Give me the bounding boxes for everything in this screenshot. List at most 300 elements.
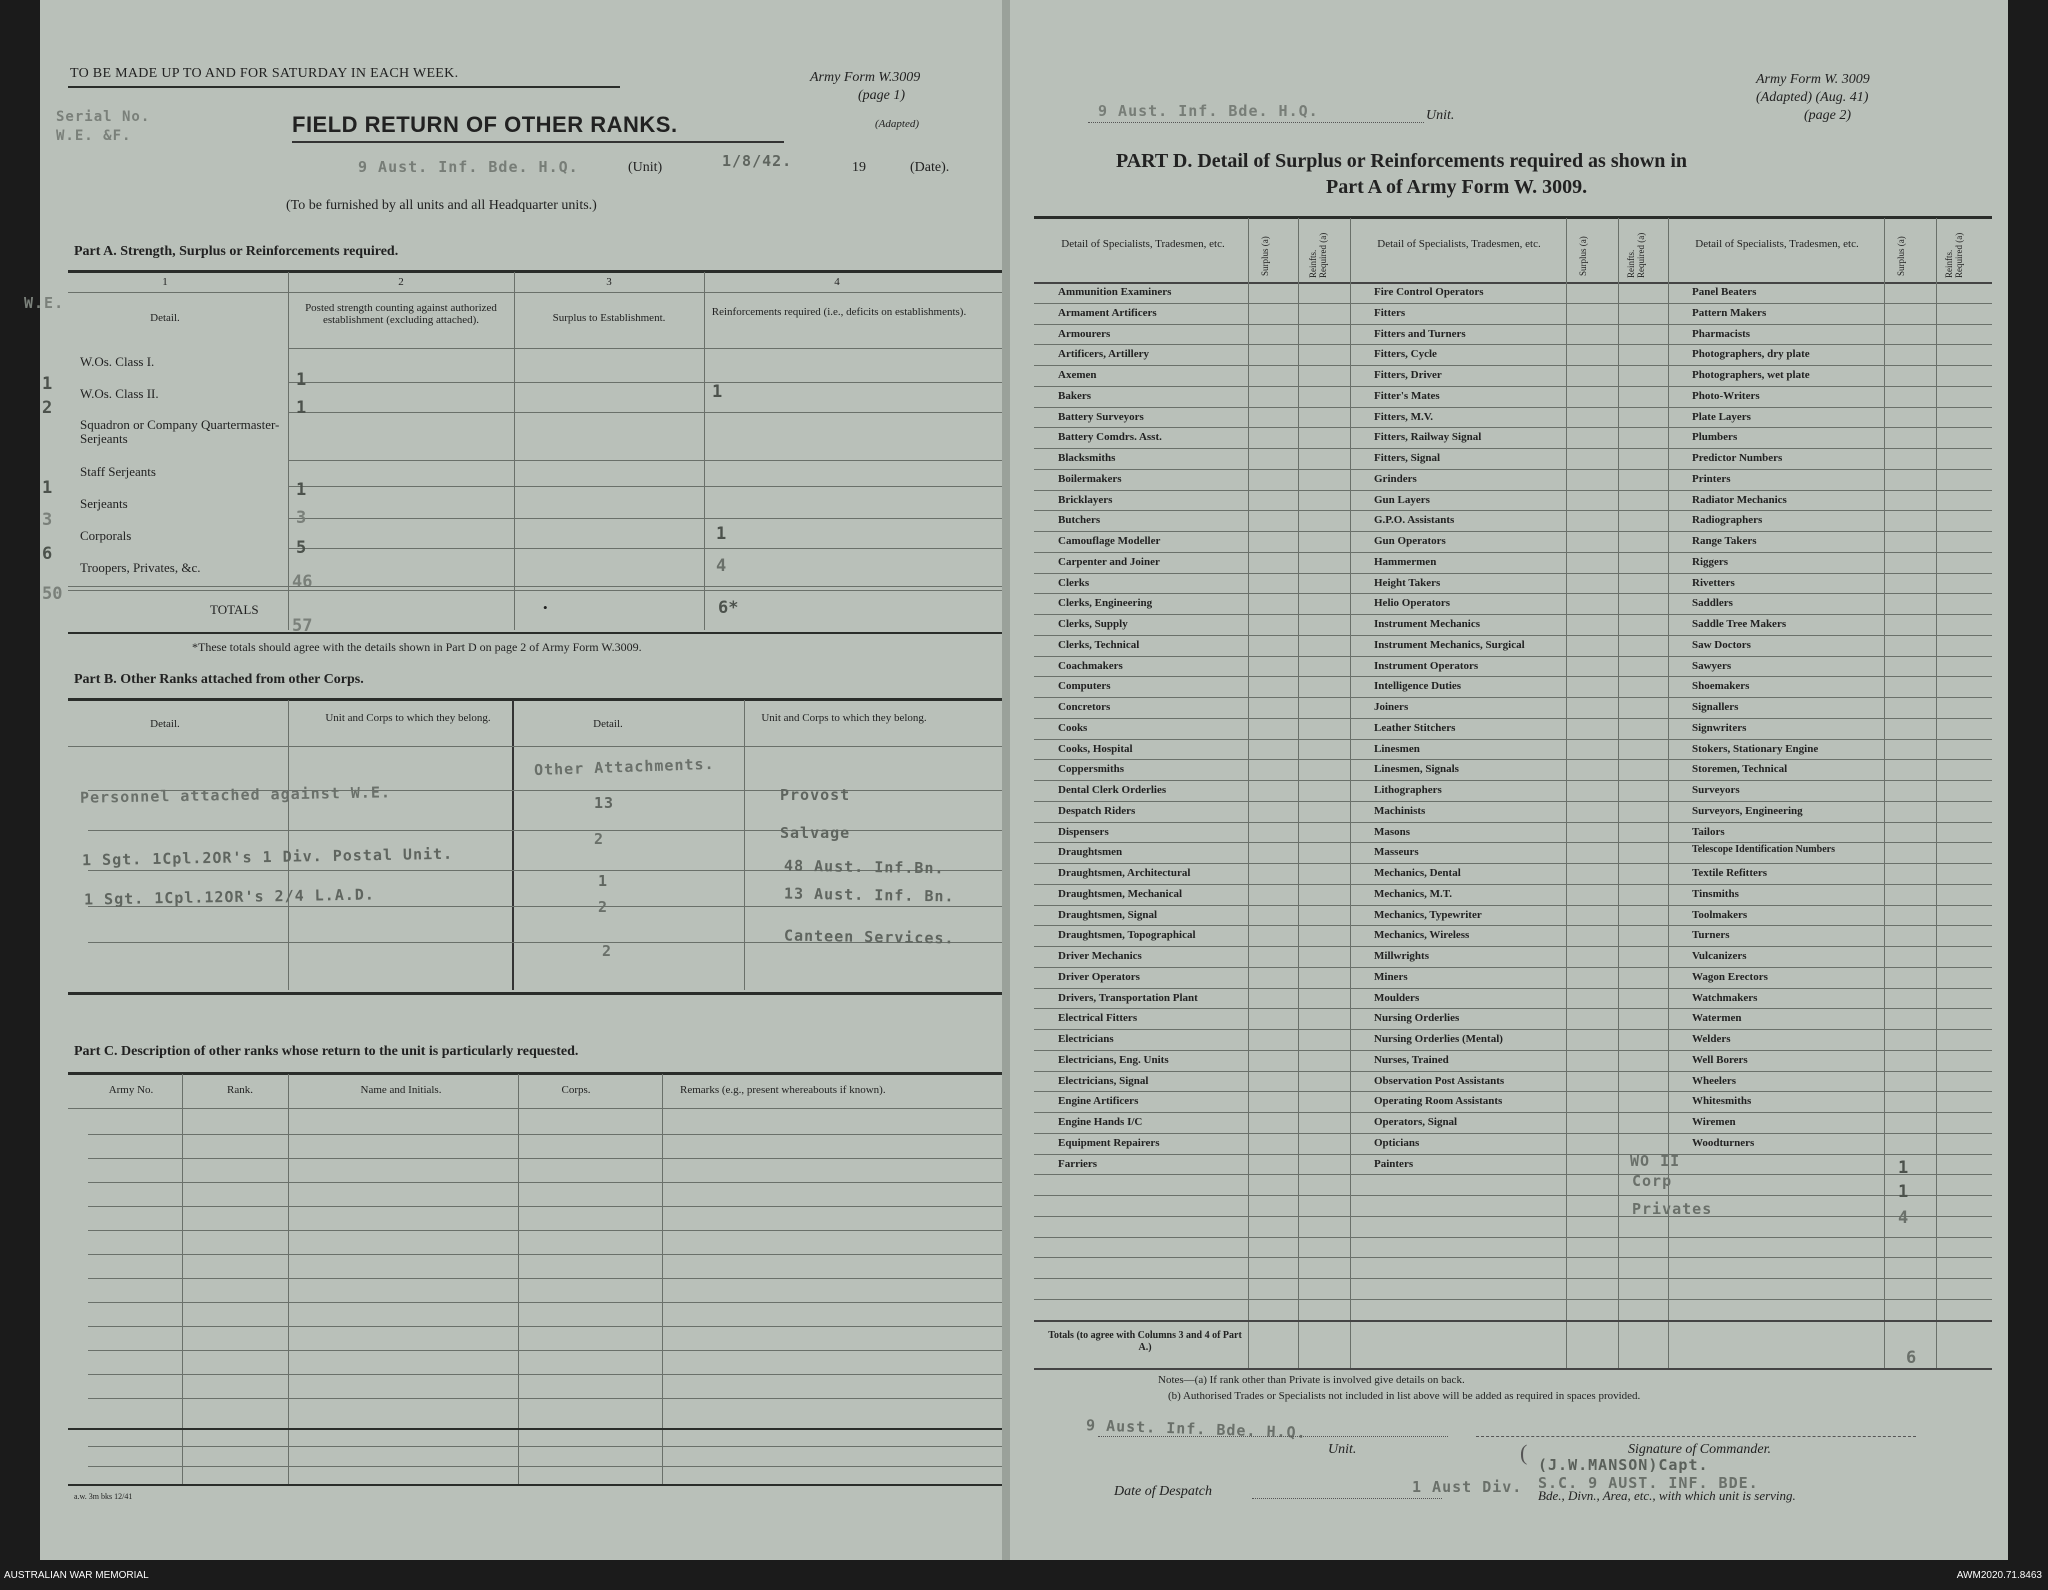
bde-label: Bde., Divn., Area, etc., with which unit is serving. xyxy=(1538,1488,1796,1503)
part-c-vline xyxy=(662,1074,663,1486)
trade-label: Painters xyxy=(1374,1157,1414,1170)
trade-label: Concretors xyxy=(1058,701,1111,713)
part-d-row-rule xyxy=(1034,469,1992,470)
part-a-colnum-3: 3 xyxy=(606,276,612,288)
totals-reinf: 6* xyxy=(718,598,739,618)
trade-label: Leather Stitchers xyxy=(1374,721,1456,734)
part-d-row-rule xyxy=(1034,386,1992,387)
part-b-typed-detail-1: Other Attachments. xyxy=(533,754,715,780)
part-c-vline xyxy=(288,1074,289,1486)
typed-reinf-3: 4 xyxy=(1898,1208,1909,1228)
row-reinf: 1 xyxy=(712,382,723,402)
part-c-header-remarks: Remarks (e.g., present whereabouts if known). xyxy=(680,1084,886,1096)
trade-label: Helio Operators xyxy=(1374,597,1451,610)
part-d-row-rule xyxy=(1034,1008,1992,1009)
trade-label: Equipment Repairers xyxy=(1058,1136,1160,1149)
sig-commander-label: Signature of Commander. xyxy=(1628,1442,1771,1457)
part-a-bottom-rule xyxy=(68,632,1008,634)
part-d-bottom-rule xyxy=(1034,1368,1992,1370)
part-c-row-rule xyxy=(88,1182,1008,1183)
row-rule xyxy=(288,548,1008,549)
trade-label: Printers xyxy=(1692,472,1731,485)
unit-label: (Unit) xyxy=(628,160,663,175)
trade-label: Saddle Tree Makers xyxy=(1692,618,1787,630)
part-d-row-rule xyxy=(1034,407,1992,408)
trade-label: Signallers xyxy=(1692,701,1739,713)
part-b-header-detail-2: Detail. xyxy=(593,718,623,730)
trade-label: Plumbers xyxy=(1692,431,1738,444)
part-c-row-rule xyxy=(88,1398,1008,1399)
trade-label: Shoemakers xyxy=(1692,680,1750,693)
part-d-row-rule xyxy=(1034,552,1992,553)
trade-label: Gun Operators xyxy=(1374,535,1446,547)
trade-label: Armament Artificers xyxy=(1058,306,1157,319)
part-d-row-rule xyxy=(1034,842,1992,843)
part-b-rule xyxy=(88,906,1008,907)
part-c-header-corps: Corps. xyxy=(561,1084,591,1096)
trade-label: Well Borers xyxy=(1692,1053,1748,1066)
trade-label: Cooks, Hospital xyxy=(1058,742,1133,755)
row-posted: 1 xyxy=(296,480,307,500)
part-c-row-rule xyxy=(88,1134,1008,1135)
part-c-header-name: Name and Initials. xyxy=(360,1084,442,1096)
trade-label: Fitters, M.V. xyxy=(1374,410,1434,423)
part-d-row-rule xyxy=(1034,884,1992,885)
row-rule xyxy=(288,460,1008,461)
trade-label: Hammermen xyxy=(1374,555,1437,568)
totals-surplus: • xyxy=(543,600,548,615)
part-b-typed-unit-3: 48 Aust. Inf.Bn. xyxy=(783,856,945,878)
part-d-row-rule xyxy=(1034,905,1992,906)
row-we: 3 xyxy=(42,510,53,530)
row-detail: Squadron or Company Quartermaster-Serjeants xyxy=(80,417,280,446)
left-sheet xyxy=(24,0,1004,1560)
trade-label: Photographers, dry plate xyxy=(1692,348,1810,361)
unit-typed: 9 Aust. Inf. Bde. H.Q. xyxy=(358,158,579,176)
part-d-row-rule xyxy=(1034,988,1992,989)
part-a-header-surplus: Surplus to Establishment. xyxy=(552,312,666,324)
trade-label: Instrument Operators xyxy=(1374,659,1479,672)
part-c-top-rule xyxy=(68,1072,1008,1075)
trade-label: Clerks, Supply xyxy=(1058,618,1128,630)
trade-label: Stokers, Stationary Engine xyxy=(1692,742,1819,755)
row-rule xyxy=(288,518,1008,519)
row-detail: Troopers, Privates, &c. xyxy=(80,560,201,575)
trade-label: Wiremen xyxy=(1692,1116,1736,1128)
trade-label: Textile Refitters xyxy=(1692,867,1768,879)
part-d-row-rule xyxy=(1034,1216,1992,1217)
trade-label: Boilermakers xyxy=(1058,472,1122,485)
trade-label: Watchmakers xyxy=(1692,991,1758,1004)
trade-label: Clerks, Engineering xyxy=(1058,597,1153,610)
trade-label: Signwriters xyxy=(1692,721,1747,734)
part-b-header-unit-1: Unit and Corps to which they belong. xyxy=(325,712,491,724)
top-instruction-underline xyxy=(68,86,620,88)
trade-label: Ammunition Examiners xyxy=(1058,286,1172,298)
part-d-row-rule xyxy=(1034,1154,1992,1155)
trade-label: Armourers xyxy=(1058,327,1111,340)
part-b-top-rule xyxy=(68,698,1008,701)
part-c-vline xyxy=(518,1074,519,1486)
part-d-header-surplus-2: Surplus (a) xyxy=(1578,236,1588,276)
trade-label: Photo-Writers xyxy=(1692,389,1760,402)
part-b-rule xyxy=(88,830,1008,831)
part-d-row-rule xyxy=(1034,1112,1992,1113)
trade-label: Mechanics, Typewriter xyxy=(1374,908,1482,921)
trade-label: Woodturners xyxy=(1692,1136,1755,1149)
sig-name-typed: (J.W.MANSON)Capt. xyxy=(1538,1456,1709,1474)
part-d-row-rule xyxy=(1034,801,1992,802)
part-d-row-rule xyxy=(1034,1071,1992,1072)
part-a-colnum-rule xyxy=(68,292,1008,293)
trade-label: Grinders xyxy=(1374,472,1417,485)
trade-label: Nursing Orderlies (Mental) xyxy=(1374,1033,1503,1045)
trade-label: Mechanics, Wireless xyxy=(1374,929,1470,942)
part-d-header-reinf-3: Reinfts. Required (a) xyxy=(1944,232,1964,278)
part-d-row-rule xyxy=(1034,780,1992,781)
trade-label: Radiographers xyxy=(1692,514,1763,527)
part-c-row-rule xyxy=(88,1446,1008,1447)
trade-label: Nursing Orderlies xyxy=(1374,1012,1460,1025)
part-a-header-reinf: Reinforcements required (i.e., deficits on establishments). xyxy=(711,306,967,318)
trade-label: Linesmen, Signals xyxy=(1374,763,1459,776)
top-instruction: TO BE MADE UP TO AND FOR SATURDAY IN EACH WEEK. xyxy=(70,66,459,81)
trade-label: Miners xyxy=(1374,970,1408,983)
part-d-header-detail-1: Detail of Specialists, Tradesmen, etc. xyxy=(1061,238,1225,250)
trade-label: Gun Layers xyxy=(1374,493,1430,506)
trade-label: Rivetters xyxy=(1692,576,1735,589)
trade-label: Tailors xyxy=(1692,825,1725,838)
part-a-top-rule xyxy=(68,270,1008,273)
trade-label: Butchers xyxy=(1058,514,1101,527)
part-d-row-rule xyxy=(1034,531,1992,532)
part-d-totals-reinf: 6 xyxy=(1906,1348,1917,1368)
part-d-row-rule xyxy=(1034,863,1992,864)
trade-label: Range Takers xyxy=(1692,535,1757,547)
part-d-row-rule xyxy=(1034,676,1992,677)
part-d-row-rule xyxy=(1034,1174,1992,1175)
trade-label: Blacksmiths xyxy=(1058,452,1116,464)
trade-label: Fitters, Signal xyxy=(1374,452,1440,464)
trade-label: Fitter's Mates xyxy=(1374,389,1440,402)
date-typed: 1/8/42. xyxy=(722,152,793,170)
part-d-header-surplus-3: Surplus (a) xyxy=(1896,236,1906,276)
trade-label: Machinists xyxy=(1374,804,1426,817)
row-posted: 5 xyxy=(296,538,307,558)
note-a: Notes—(a) If rank other than Private is involved give details on back. xyxy=(1158,1374,1465,1386)
trade-label: Clerks xyxy=(1058,576,1090,589)
trade-label: Electricians, Signal xyxy=(1058,1074,1149,1087)
part-d-row-rule xyxy=(1034,1237,1992,1238)
trade-label: Fitters, Railway Signal xyxy=(1374,431,1482,444)
part-d-header-surplus-1: Surplus (a) xyxy=(1260,236,1270,276)
part-d-row-rule xyxy=(1034,593,1992,594)
part-d-row-rule xyxy=(1034,759,1992,760)
part-b-typed-left-1: Personnel attached against W.E. xyxy=(79,783,392,807)
part-d-row-rule xyxy=(1034,697,1992,698)
part-b-header-rule xyxy=(68,746,1008,747)
typed-rank-2: Corp xyxy=(1632,1172,1673,1190)
part-b-typed-detail-6: 2 xyxy=(602,942,613,960)
form-name: Army Form W.3009 xyxy=(810,70,921,85)
trade-label: Fitters, Cycle xyxy=(1374,348,1437,361)
row-detail: Corporals xyxy=(80,528,132,543)
row-reinf: 1 xyxy=(716,524,727,544)
trade-label: Draughtsmen, Architectural xyxy=(1058,867,1191,879)
trade-label: Draughtsmen, Mechanical xyxy=(1058,887,1183,900)
part-b-typed-left-3: 1 Sgt. 1Cpl.12OR's 2/4 L.A.D. xyxy=(83,885,376,909)
trade-label: Whitesmiths xyxy=(1692,1095,1752,1108)
trade-label: Panel Beaters xyxy=(1692,286,1757,298)
part-c-header-rank: Rank. xyxy=(227,1084,253,1096)
sig-title-typed: S.C. 9 AUST. INF. BDE. xyxy=(1538,1474,1759,1492)
row-we: 2 xyxy=(42,398,53,418)
part-c-row-rule xyxy=(88,1350,1008,1351)
part-d-totals-rule xyxy=(1034,1320,1992,1322)
row-we: 1 xyxy=(42,478,53,498)
trade-label: Draughtsmen xyxy=(1058,846,1123,859)
part-d-row-rule xyxy=(1034,303,1992,304)
part-a-vline xyxy=(704,272,705,630)
trade-label: Joiners xyxy=(1374,701,1409,713)
row-rule xyxy=(288,412,1008,413)
right-unit-line xyxy=(1088,122,1424,123)
part-c-header-rule xyxy=(68,1108,1008,1109)
totals-label: TOTALS xyxy=(210,602,259,617)
part-d-header-detail-2: Detail of Specialists, Tradesmen, etc. xyxy=(1377,238,1541,250)
part-b-typed-unit-2: Salvage xyxy=(780,824,851,842)
part-c-row-rule xyxy=(88,1230,1008,1231)
part-c-vline xyxy=(182,1074,183,1486)
despatch-label: Date of Despatch xyxy=(1114,1484,1212,1499)
trade-label: Computers xyxy=(1058,680,1111,693)
year-label: 19 xyxy=(852,160,866,175)
totals-we: 50 xyxy=(42,584,63,604)
part-b-vline xyxy=(744,700,745,990)
print-code: a.w. 3m bks 12/41 xyxy=(74,1492,133,1501)
trade-label: Artificers, Artillery xyxy=(1058,348,1150,361)
right-adapted: (Adapted) (Aug. 41) xyxy=(1756,90,1869,105)
page-title: FIELD RETURN OF OTHER RANKS. xyxy=(292,112,678,137)
totals-posted: 57 xyxy=(292,616,313,636)
trade-label: Masseurs xyxy=(1374,846,1419,859)
part-a-colnum-4: 4 xyxy=(834,276,840,288)
row-we: 6 xyxy=(42,544,53,564)
trade-label: Draughtsmen, Signal xyxy=(1058,908,1158,921)
trade-label: Carpenter and Joiner xyxy=(1058,555,1160,568)
part-a-header-posted: Posted strength counting against authorized establishment (excluding attached). xyxy=(305,302,497,326)
right-page-number: (page 2) xyxy=(1804,108,1852,123)
date-label: (Date). xyxy=(910,160,950,175)
part-d-row-rule xyxy=(1034,1299,1992,1300)
part-d-row-rule xyxy=(1034,344,1992,345)
part-d-row-rule xyxy=(1034,946,1992,947)
part-d-row-rule xyxy=(1034,718,1992,719)
sig-unit-typed: 9 Aust. Inf. Bde. H.Q. xyxy=(1085,1416,1307,1442)
part-c-bottom-rule xyxy=(68,1484,1008,1486)
part-d-row-rule xyxy=(1034,324,1992,325)
part-d-row-rule xyxy=(1034,1091,1992,1092)
part-a-vline xyxy=(514,272,515,630)
trade-label: Camouflage Modeller xyxy=(1058,535,1161,547)
part-d-row-rule xyxy=(1034,427,1992,428)
trade-label: Wagon Erectors xyxy=(1692,970,1768,983)
part-b-bottom-rule xyxy=(68,992,1008,995)
trade-label: Storemen, Technical xyxy=(1692,763,1788,776)
trade-label: Bakers xyxy=(1058,389,1091,402)
part-d-row-rule xyxy=(1034,925,1992,926)
part-b-vline xyxy=(288,700,289,990)
row-detail: Staff Serjeants xyxy=(80,464,156,479)
furnish-note: (To be furnished by all units and all Headquarter units.) xyxy=(286,198,597,213)
trade-label: Coachmakers xyxy=(1058,659,1123,672)
part-c-row-rule xyxy=(88,1466,1008,1467)
trade-label: Pharmacists xyxy=(1692,327,1751,340)
adapted-label: (Adapted) xyxy=(875,118,919,130)
trade-label: Cooks xyxy=(1058,721,1088,734)
trade-label: Moulders xyxy=(1374,991,1420,1004)
part-d-row-rule xyxy=(1034,635,1992,636)
trade-label: Wheelers xyxy=(1692,1074,1736,1087)
part-d-row-rule xyxy=(1034,1050,1992,1051)
typed-rank-3: Privates xyxy=(1632,1200,1713,1218)
trade-label: Saw Doctors xyxy=(1692,638,1751,651)
part-d-row-rule xyxy=(1034,656,1992,657)
right-unit-label: Unit. xyxy=(1426,108,1455,123)
part-c-row-rule xyxy=(88,1158,1008,1159)
part-d-row-rule xyxy=(1034,1195,1992,1196)
trade-label: Surveyors, Engineering xyxy=(1692,804,1803,817)
part-a-footnote: *These totals should agree with the details shown in Part D on page 2 of Army Form W.3009. xyxy=(192,640,642,654)
row-posted: 1 xyxy=(296,370,307,390)
trade-label: Despatch Riders xyxy=(1058,804,1136,817)
trade-label: G.P.O. Assistants xyxy=(1374,514,1455,527)
totals-rule-1 xyxy=(68,586,1008,587)
trade-label: Fitters and Turners xyxy=(1374,327,1466,340)
trade-label: Observation Post Assistants xyxy=(1374,1074,1505,1087)
part-b-typed-detail-3: 2 xyxy=(594,830,605,848)
sig-bracket-icon: ( xyxy=(1520,1440,1528,1465)
trade-label: Plate Layers xyxy=(1692,410,1751,423)
trade-label: Farriers xyxy=(1058,1157,1098,1170)
typed-reinf-1: 1 xyxy=(1898,1158,1909,1178)
part-a-vline xyxy=(288,272,289,630)
trade-label: Masons xyxy=(1374,825,1411,838)
trade-label: Electricians, Eng. Units xyxy=(1058,1053,1169,1066)
part-d-title-2: Part A of Army Form W. 3009. xyxy=(1326,176,1588,198)
part-b-header-unit-2: Unit and Corps to which they belong. xyxy=(761,712,927,724)
part-d-header-reinf-2: Reinfts. Required (a) xyxy=(1626,232,1646,278)
trade-label: Battery Surveyors xyxy=(1058,410,1144,423)
sig-unit-line xyxy=(1098,1436,1448,1437)
row-reinf: 4 xyxy=(716,556,727,576)
part-d-row-rule xyxy=(1034,490,1992,491)
trade-label: Coppersmiths xyxy=(1058,763,1125,776)
despatch-line xyxy=(1252,1498,1442,1499)
part-d-row-rule xyxy=(1034,365,1992,366)
trade-label: Operators, Signal xyxy=(1374,1116,1458,1128)
trade-label: Mechanics, Dental xyxy=(1374,867,1461,879)
part-c-row-rule xyxy=(88,1254,1008,1255)
part-b-typed-detail-4: 1 xyxy=(598,872,609,890)
margin-stamp xyxy=(56,108,150,146)
part-b-typed-detail-5: 2 xyxy=(598,898,609,916)
part-c-row-rule xyxy=(88,1206,1008,1207)
part-c-header-armyno: Army No. xyxy=(108,1084,154,1096)
trade-label: Electricians xyxy=(1058,1033,1114,1045)
row-we: 1 xyxy=(42,374,53,394)
trade-label: Clerks, Technical xyxy=(1058,638,1140,651)
part-c-heading: Part C. Description of other ranks whose return to the unit is particularly requested. xyxy=(74,1044,579,1059)
part-d-row-rule xyxy=(1034,448,1992,449)
trade-label: Photographers, wet plate xyxy=(1692,369,1810,381)
row-detail: W.Os. Class II. xyxy=(80,386,159,401)
trade-label: Driver Operators xyxy=(1058,970,1140,983)
part-d-header-reinf-1: Reinfts. Required (a) xyxy=(1308,232,1328,278)
trade-label: Operating Room Assistants xyxy=(1374,1095,1503,1108)
trade-label: Saddlers xyxy=(1692,597,1733,610)
trade-label: Welders xyxy=(1692,1033,1731,1045)
part-d-totals-label: Totals (to agree with Columns 3 and 4 of Part A.) xyxy=(1048,1330,1242,1353)
row-detail: Serjeants xyxy=(80,496,128,511)
margin-stamp-we: W.E. &F. xyxy=(56,128,132,144)
part-d-row-rule xyxy=(1034,1133,1992,1134)
totals-posted-pre: 46 xyxy=(292,572,313,592)
trade-label: Instrument Mechanics, Surgical xyxy=(1374,638,1525,651)
part-a-header-detail: Detail. xyxy=(150,312,180,324)
trade-label: Toolmakers xyxy=(1692,908,1748,921)
typed-reinf-2: 1 xyxy=(1898,1182,1909,1202)
trade-label: Drivers, Transportation Plant xyxy=(1058,991,1198,1004)
trade-label: Draughtsmen, Topographical xyxy=(1058,929,1196,942)
trade-label: Height Takers xyxy=(1374,576,1441,589)
part-d-row-rule xyxy=(1034,573,1992,574)
part-a-colnum-1: 1 xyxy=(162,276,168,288)
right-sheet xyxy=(1008,0,2008,1560)
page-number: (page 1) xyxy=(858,88,906,103)
trade-label: Pattern Makers xyxy=(1692,306,1767,319)
trade-label: Dental Clerk Orderlies xyxy=(1058,784,1167,796)
row-rule xyxy=(288,382,1008,383)
part-d-row-rule xyxy=(1034,1278,1992,1279)
part-d-row-rule xyxy=(1034,1257,1992,1258)
row-posted: 3 xyxy=(296,508,307,528)
part-c-row-rule xyxy=(88,1302,1008,1303)
trade-label: Millwrights xyxy=(1374,950,1429,962)
trade-label: Watermen xyxy=(1692,1012,1742,1025)
part-d-header-rule xyxy=(1034,282,1992,284)
trade-label: Electrical Fitters xyxy=(1058,1012,1138,1025)
trade-label: Turners xyxy=(1692,929,1730,942)
part-b-typed-left-2: 1 Sgt. 1Cpl.2OR's 1 Div. Postal Unit. xyxy=(81,844,454,870)
part-b-typed-detail-2: 13 xyxy=(594,794,615,812)
part-d-row-rule xyxy=(1034,739,1992,740)
trade-label: Vulcanizers xyxy=(1692,950,1747,962)
row-detail: W.Os. Class I. xyxy=(80,354,155,369)
part-a-colnum-2: 2 xyxy=(398,276,404,288)
part-d-row-rule xyxy=(1034,510,1992,511)
sig-commander-line xyxy=(1476,1436,1916,1437)
right-unit-typed: 9 Aust. Inf. Bde. H.Q. xyxy=(1098,102,1319,120)
part-d-row-rule xyxy=(1034,1029,1992,1030)
fold-gutter xyxy=(1002,0,1010,1560)
note-b: (b) Authorised Trades or Specialists not included in list above will be added as required in spaces provided. xyxy=(1168,1390,1641,1402)
trade-label: Fitters, Driver xyxy=(1374,369,1442,381)
part-c-row-rule xyxy=(88,1278,1008,1279)
part-d-row-rule xyxy=(1034,822,1992,823)
footer-bar xyxy=(0,1560,2048,1590)
trade-label: Radiator Mechanics xyxy=(1692,493,1787,506)
